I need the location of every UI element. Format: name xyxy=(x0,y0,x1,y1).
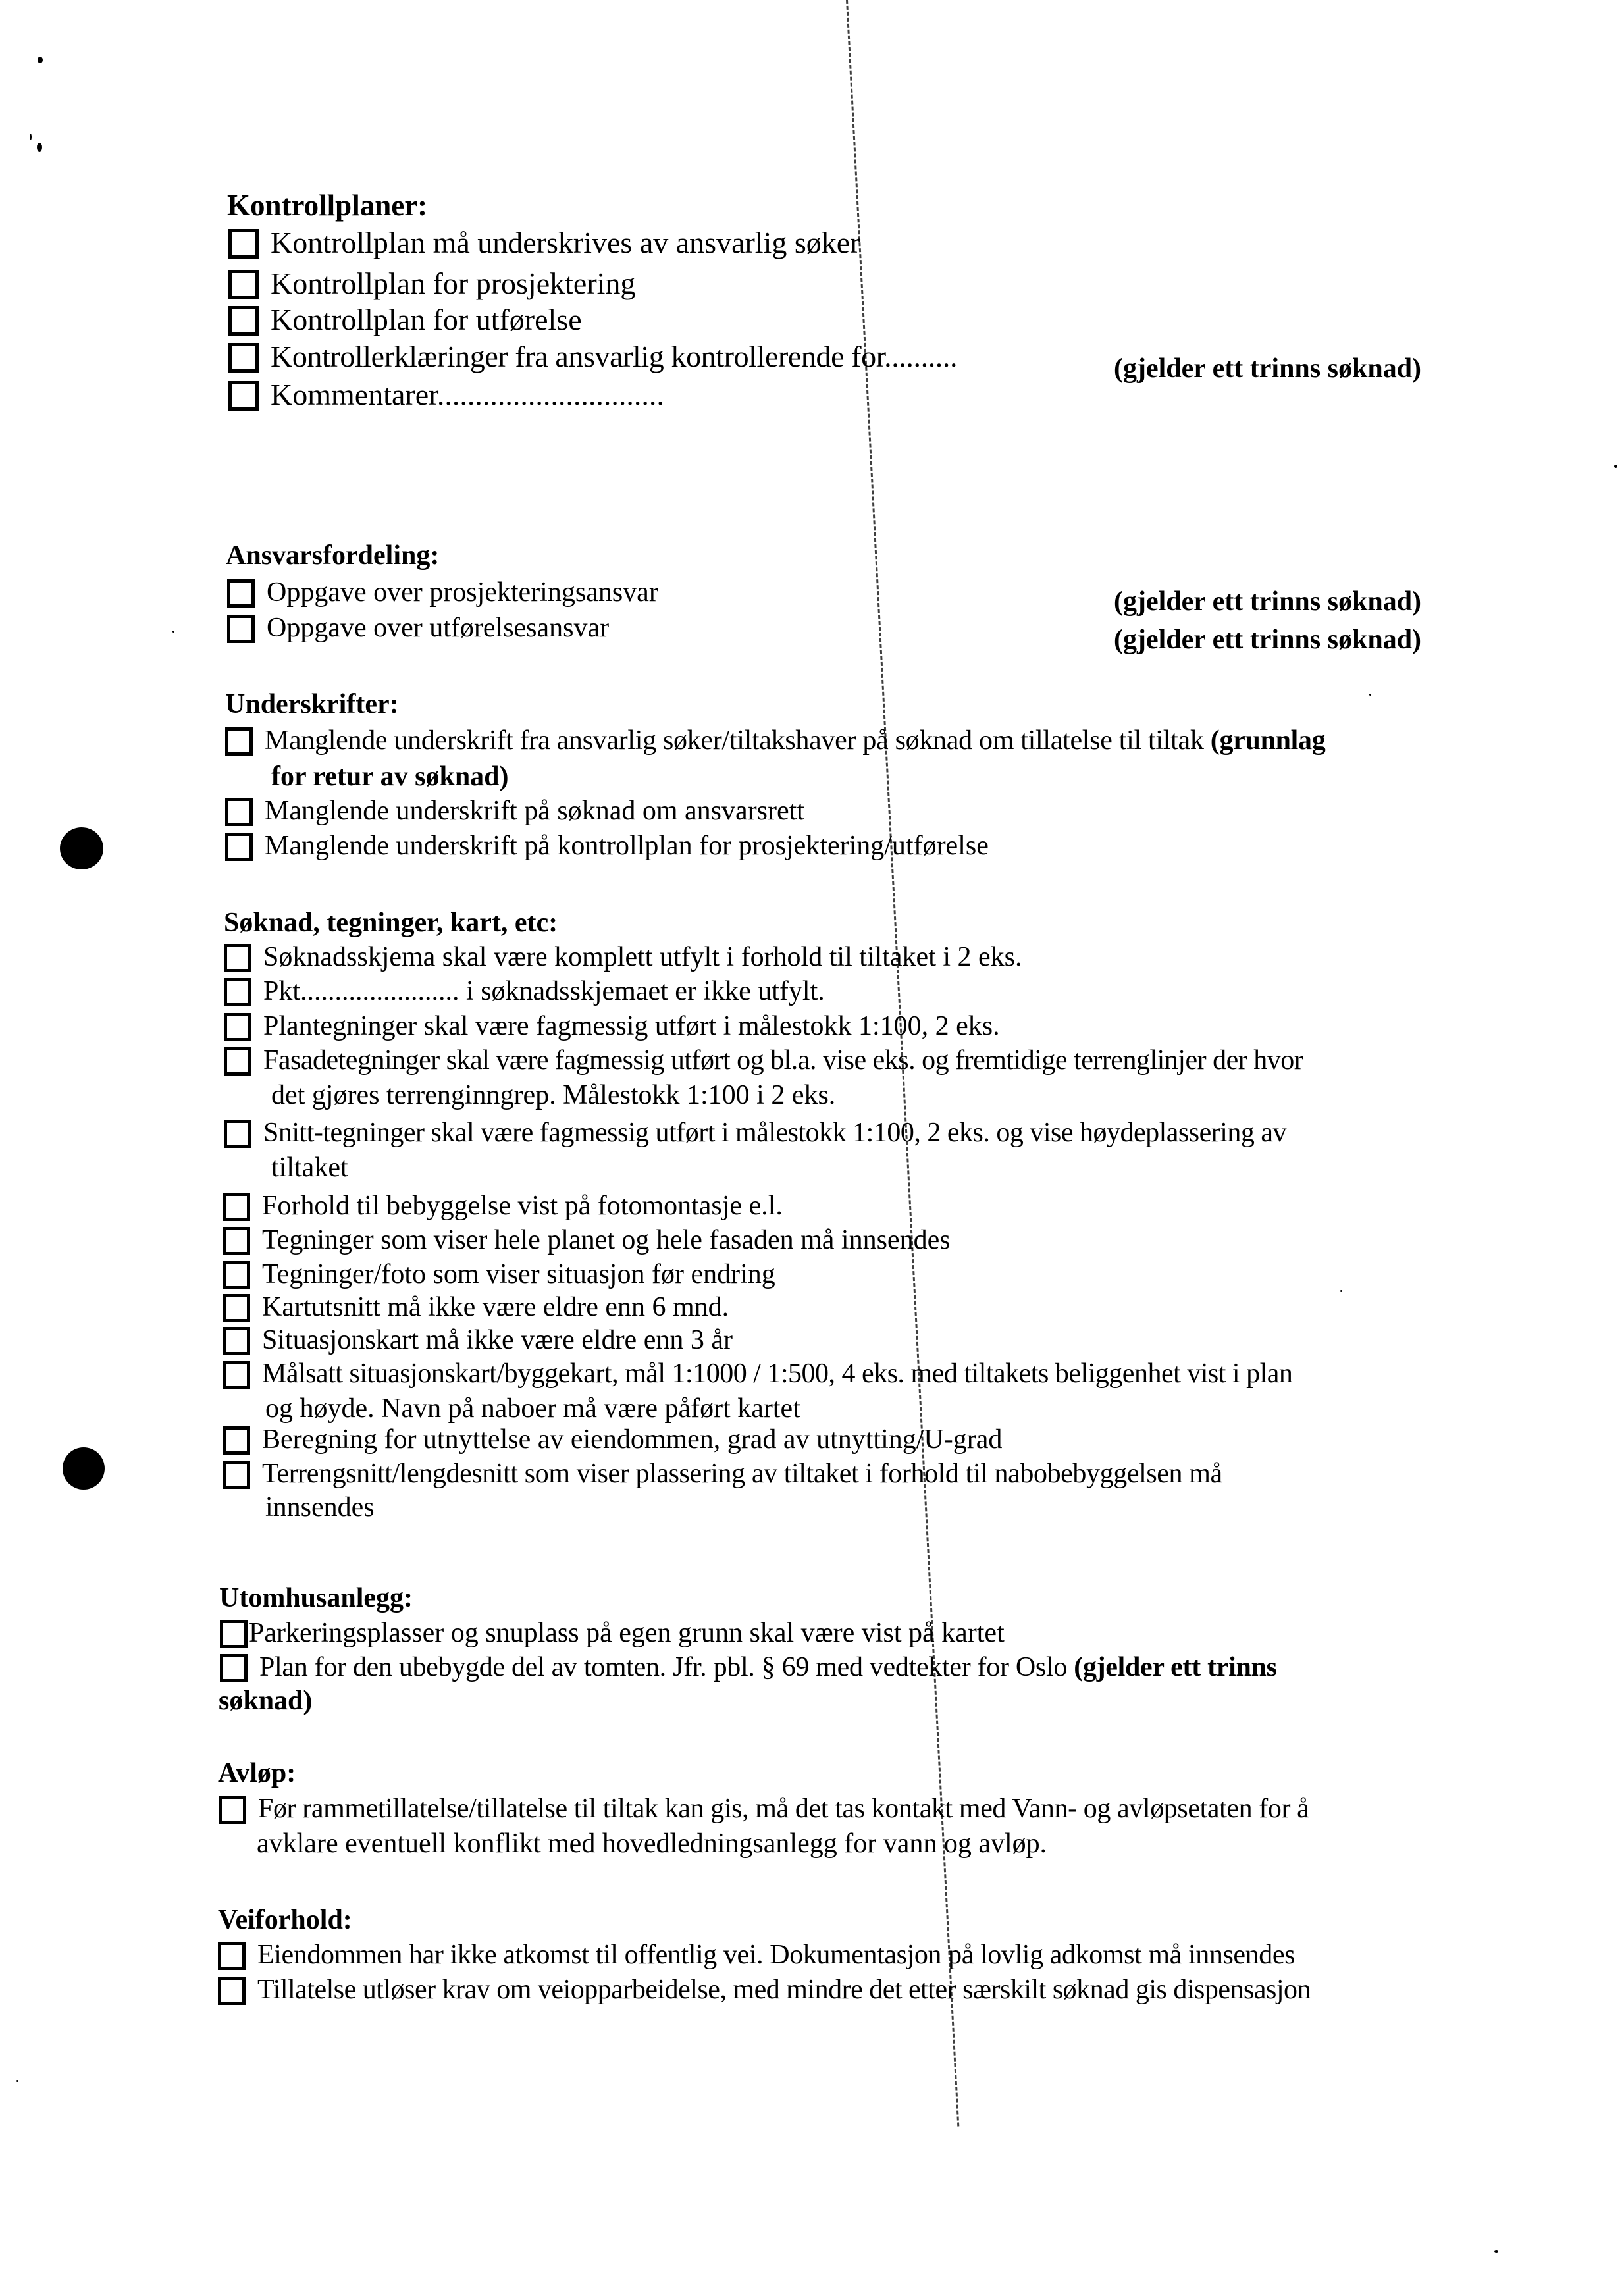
checklist-item xyxy=(220,1651,1277,1683)
checklist-item xyxy=(223,1190,783,1222)
checkbox-empty-icon[interactable] xyxy=(223,1461,250,1489)
item-label: Før rammetillatelse/tillatelse til tiltak kan gis, må det tas kontakt med Vann- og avløpsetaten for å xyxy=(258,1794,1309,1824)
item-continuation: det gjøres terrenginngrep. Målestokk 1:100 i 2 eks. xyxy=(271,1080,836,1110)
checkbox-empty-icon[interactable] xyxy=(223,1261,250,1289)
checkbox-empty-icon[interactable] xyxy=(223,1227,250,1255)
scan-speck xyxy=(1369,694,1371,696)
checklist-item xyxy=(225,830,989,862)
checkbox-empty-icon[interactable] xyxy=(223,1361,250,1389)
checklist-item xyxy=(228,378,664,411)
checkbox-empty-icon[interactable] xyxy=(228,270,259,299)
item-label: Manglende underskrift på kontrollplan for prosjektering/utførelse xyxy=(265,831,989,861)
item-label: Terrengsnitt/lengdesnitt som viser plassering av tiltaket i forhold til nabobebyggelsen må xyxy=(262,1459,1222,1489)
checkbox-empty-icon[interactable] xyxy=(224,1013,251,1041)
applies-note: (gjelder ett trinns søknad) xyxy=(1114,625,1422,655)
item-label: Parkeringsplasser og snuplass på egen grunn skal være vist på kartet xyxy=(249,1618,1005,1648)
scan-speck xyxy=(38,57,43,63)
item-label: Beregning for utnyttelse av eiendommen, grad av utnytting/U-grad xyxy=(262,1424,1003,1455)
checkbox-empty-icon[interactable] xyxy=(220,1654,248,1682)
checklist-item xyxy=(223,1291,729,1323)
checkbox-empty-icon[interactable] xyxy=(223,1193,250,1221)
checklist-item xyxy=(220,1617,1005,1649)
checkbox-empty-icon[interactable] xyxy=(223,1294,250,1322)
checkbox-empty-icon[interactable] xyxy=(227,615,255,643)
checkbox-empty-icon[interactable] xyxy=(228,306,259,336)
item-label: Eiendommen har ikke atkomst til offentlig vei. Dokumentasjon på lovlig adkomst må innsendes xyxy=(257,1940,1296,1970)
scan-speck xyxy=(1614,465,1617,468)
applies-note: (gjelder ett trinns søknad) xyxy=(1114,586,1422,617)
scan-speck xyxy=(172,631,174,633)
checklist-item xyxy=(223,1324,733,1356)
item-label: Snitt-tegninger skal være fagmessig utført i målestokk 1:100, 2 eks. og vise høydeplassering av xyxy=(263,1118,1287,1148)
checkbox-empty-icon[interactable] xyxy=(223,1327,250,1355)
item-label xyxy=(259,1651,1277,1683)
checkbox-empty-icon[interactable] xyxy=(224,978,251,1006)
item-label: Kontrollplan for prosjektering xyxy=(271,267,636,300)
checkbox-empty-icon[interactable] xyxy=(225,727,253,756)
checklist-item xyxy=(227,577,658,608)
item-label: Oppgave over prosjekteringsansvar xyxy=(267,577,658,608)
item-label: Kontrollplan må underskrives av ansvarlig søker xyxy=(271,226,860,259)
item-label: Kommentarer.............................. xyxy=(271,378,664,411)
item-continuation: tiltaket xyxy=(271,1153,348,1183)
scan-speck xyxy=(30,134,32,140)
checkbox-empty-icon[interactable] xyxy=(228,381,259,411)
checkbox-empty-icon[interactable] xyxy=(220,1620,248,1648)
applies-note: (gjelder ett trinns søknad) xyxy=(1114,353,1422,384)
checklist-item xyxy=(223,1424,1002,1455)
scan-speck xyxy=(1340,1290,1342,1292)
item-label: Plantegninger skal være fagmessig utført i målestokk 1:100, 2 eks. xyxy=(263,1011,1000,1041)
item-continuation: for retur av søknad) xyxy=(271,762,509,792)
item-continuation: innsendes xyxy=(265,1492,375,1522)
item-label: Tegninger/foto som viser situasjon før endring xyxy=(262,1259,775,1289)
checklist-item xyxy=(223,1224,951,1256)
item-label-text: Manglende underskrift fra ansvarlig søker/tiltakshaver på søknad om tillatelse til tiltak xyxy=(265,725,1204,756)
checkbox-empty-icon[interactable] xyxy=(228,343,259,373)
section-heading: Ansvarsfordeling: xyxy=(226,540,440,571)
item-label: Kontrollerklæringer fra ansvarlig kontrollerende for.......... xyxy=(271,340,958,373)
checkbox-empty-icon[interactable] xyxy=(224,1120,251,1148)
item-continuation: og høyde. Navn på naboer må være påført kartet xyxy=(265,1393,800,1424)
checkbox-empty-icon[interactable] xyxy=(228,229,259,259)
checklist-item xyxy=(223,1458,1222,1490)
item-label: Tegninger som viser hele planet og hele fasaden må innsendes xyxy=(262,1225,951,1255)
checkbox-empty-icon[interactable] xyxy=(218,1977,246,2005)
checklist-item xyxy=(224,1045,1303,1076)
scan-speck xyxy=(37,143,42,152)
item-label: Forhold til bebyggelse vist på fotomontasje e.l. xyxy=(262,1191,783,1221)
item-label: Målsatt situasjonskart/byggekart, mål 1:1000 / 1:500, 4 eks. med tiltakets beliggenhet vist i plan xyxy=(262,1359,1293,1389)
checkbox-empty-icon[interactable] xyxy=(224,1047,251,1076)
item-continuation: avklare eventuell konflikt med hovedledningsanlegg for vann og avløp. xyxy=(257,1828,1047,1859)
item-label-text: Plan for den ubebygde del av tomten. Jfr. pbl. § 69 med vedtekter for Oslo xyxy=(259,1652,1068,1682)
checklist-item xyxy=(218,1974,1311,2006)
checklist-item xyxy=(228,267,635,300)
checklist-item xyxy=(228,340,957,373)
scan-speck xyxy=(16,2080,18,2082)
checkbox-empty-icon[interactable] xyxy=(223,1426,250,1455)
checkbox-empty-icon[interactable] xyxy=(219,1796,246,1824)
checklist-item xyxy=(224,941,1022,973)
checkbox-empty-icon[interactable] xyxy=(218,1942,246,1970)
item-label: Søknadsskjema skal være komplett utfylt i forhold til tiltaket i 2 eks. xyxy=(263,942,1022,972)
section-heading: Utomhusanlegg: xyxy=(219,1583,413,1613)
section-heading: Kontrollplaner: xyxy=(227,189,428,222)
checklist-item xyxy=(224,1117,1286,1149)
checklist-item xyxy=(227,612,609,644)
checkbox-empty-icon[interactable] xyxy=(224,944,251,972)
item-label-emphasis: (gjelder ett trinns xyxy=(1074,1652,1277,1682)
item-label: Kontrollplan for utførelse xyxy=(271,303,582,336)
item-continuation: søknad) xyxy=(219,1686,313,1716)
item-label: Tillatelse utløser krav om veiopparbeidelse, med mindre det etter særskilt søknad gis dispensasjon xyxy=(257,1975,1311,2005)
checklist-item xyxy=(225,725,1325,756)
checkbox-empty-icon[interactable] xyxy=(225,798,253,826)
checklist-item xyxy=(223,1358,1292,1389)
item-label: Pkt....................... i søknadsskjemaet er ikke utfylt. xyxy=(263,976,825,1006)
checklist-item xyxy=(228,303,582,336)
checklist-item xyxy=(224,1010,1000,1042)
checkbox-empty-icon[interactable] xyxy=(227,579,255,608)
section-heading: Søknad, tegninger, kart, etc: xyxy=(224,908,558,938)
item-label: Kartutsnitt må ikke være eldre enn 6 mnd. xyxy=(262,1292,729,1322)
item-label: Situasjonskart må ikke være eldre enn 3 år xyxy=(262,1325,733,1355)
punch-hole-icon xyxy=(60,827,103,869)
scan-speck xyxy=(1494,2250,1498,2253)
item-label: Fasadetegninger skal være fagmessig utført og bl.a. vise eks. og fremtidige terrenglinjer der hvor xyxy=(263,1045,1303,1076)
item-label xyxy=(265,725,1325,756)
punch-hole-icon xyxy=(63,1447,105,1490)
checkbox-empty-icon[interactable] xyxy=(225,833,253,861)
checklist-item xyxy=(225,795,804,827)
checklist-item xyxy=(219,1793,1309,1825)
item-label: Oppgave over utførelsesansvar xyxy=(267,613,610,643)
item-label: Manglende underskrift på søknad om ansvarsrett xyxy=(265,796,804,826)
checklist-item xyxy=(228,226,860,259)
item-label-emphasis: (grunnlag xyxy=(1210,725,1326,756)
checklist-item xyxy=(223,1258,775,1290)
checklist-item xyxy=(218,1939,1295,1971)
section-heading: Avløp: xyxy=(218,1758,296,1788)
section-heading: Veiforhold: xyxy=(218,1905,352,1935)
section-heading: Underskrifter: xyxy=(225,689,399,719)
checklist-item xyxy=(224,975,825,1007)
